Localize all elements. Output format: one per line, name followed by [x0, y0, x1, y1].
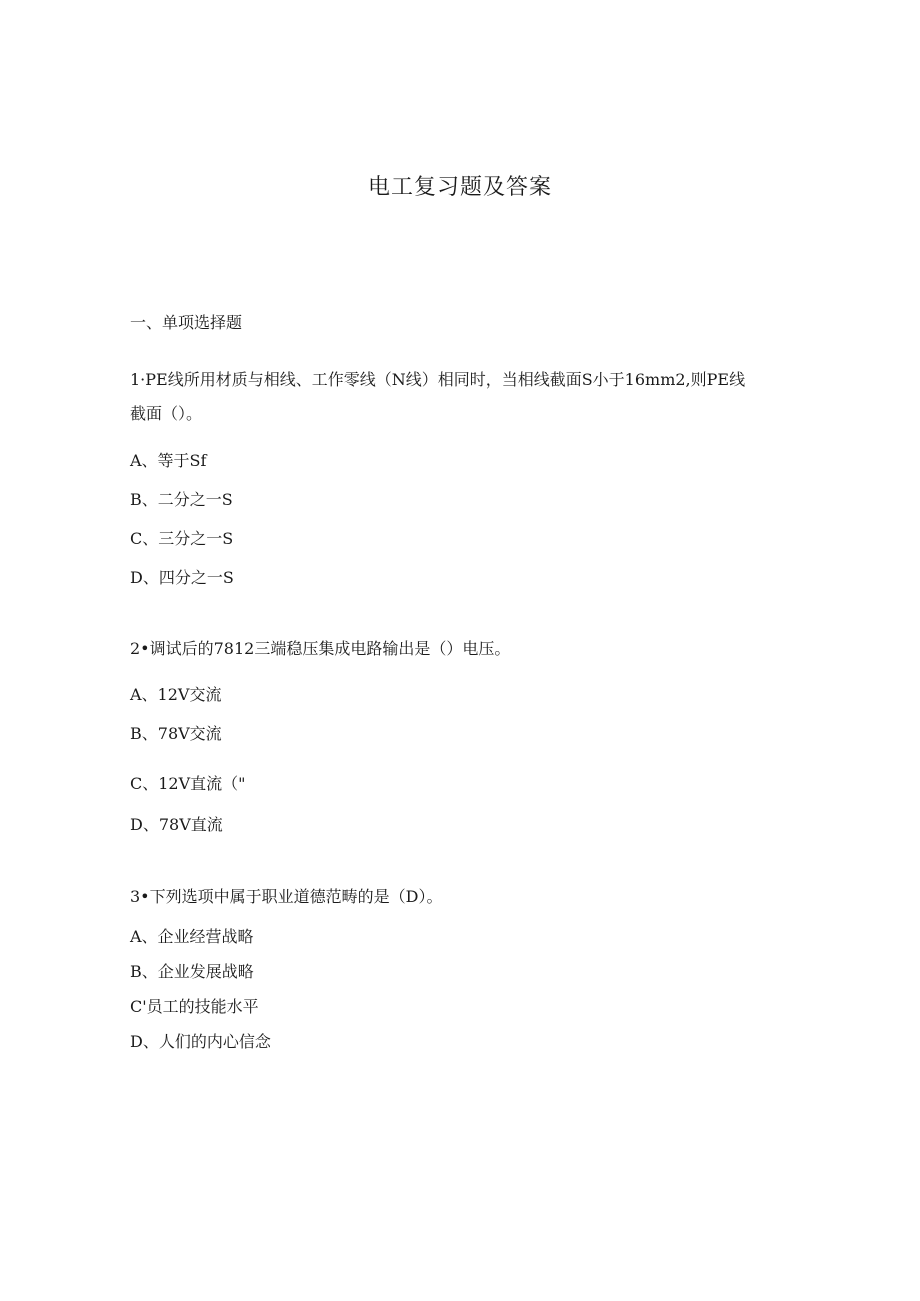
question-3-option-c: C'员工的技能水平 — [130, 997, 259, 1016]
question-1-option-d: D、四分之一S — [130, 568, 234, 587]
question-3-option-a: A、企业经营战略 — [130, 927, 254, 946]
question-3-option-b: B、企业发展战略 — [130, 962, 254, 981]
question-1-option-a: A、等于Sf — [130, 451, 207, 470]
question-2-option-d: D、78V直流 — [130, 815, 223, 834]
question-2-stem: 2•调试后的7812三端稳压集成电路输出是（）电压。 — [130, 639, 511, 658]
question-2-option-b: B、78V交流 — [130, 724, 222, 743]
question-2-option-a: A、12V交流 — [130, 685, 222, 704]
question-2-option-c: C、12V直流（" — [130, 774, 246, 793]
question-1-option-b: B、二分之一S — [130, 490, 233, 509]
question-1-stem-line-2: 截面（）。 — [130, 404, 203, 423]
question-1-option-c: C、三分之一S — [130, 529, 234, 548]
question-3-stem: 3•下列选项中属于职业道德范畴的是（D）。 — [130, 887, 443, 906]
question-1-stem-line-1: 1·PE线所用材质与相线、工作零线（N线）相同时，当相线截面S小于16mm2,则PE线 — [130, 370, 746, 389]
section-heading: 一、单项选择题 — [130, 313, 243, 332]
page-title: 电工复习题及答案 — [367, 175, 552, 200]
question-3-option-d: D、人们的内心信念 — [130, 1032, 271, 1051]
